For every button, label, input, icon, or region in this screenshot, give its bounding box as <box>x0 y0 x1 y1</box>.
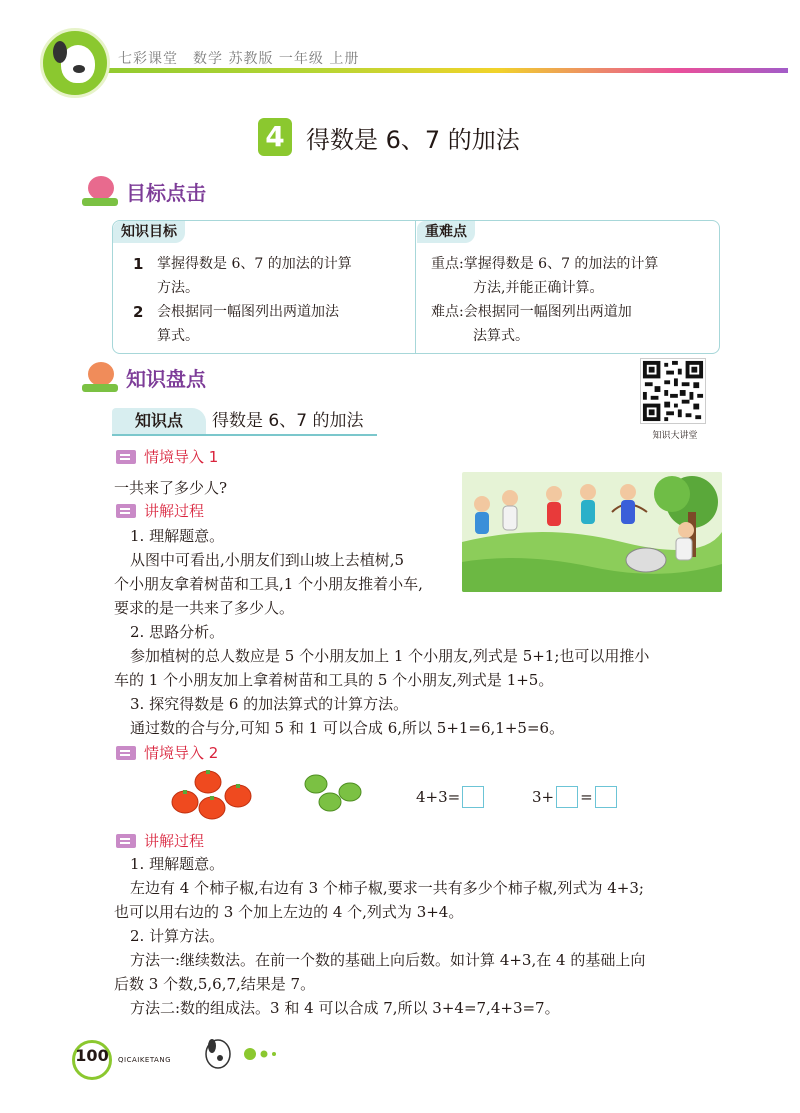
difficulty-line2: 法算式。 <box>473 328 529 344</box>
goal-number: 1 <box>133 255 144 273</box>
green-peppers-icon <box>302 772 364 816</box>
apple-mascot-icon <box>80 174 120 208</box>
scene1-line: 1. 理解题意。 <box>130 527 225 545</box>
scene2-line: 方法一:继续数法。在前一个数的基础上向后数。如计算 4+3,在 4 的基础上向 <box>130 951 646 969</box>
knowledge-point-title: 得数是 6、7 的加法 <box>212 411 364 431</box>
note-icon <box>116 450 136 464</box>
goals-box <box>112 220 720 354</box>
key-point-line1: 重点:掌握得数是 6、7 的加法的计算 <box>431 256 659 272</box>
scene1-explain-heading: 讲解过程 <box>116 500 204 521</box>
equation-1: 4+3= <box>416 786 486 808</box>
scene1-heading: 情境导入 1 <box>116 446 218 467</box>
equation-2: 3+ = <box>532 786 619 808</box>
apple-mascot-icon <box>80 360 120 394</box>
goals-divider <box>415 221 416 353</box>
scene2-line: 也可以用右边的 3 个加上左边的 4 个,列式为 3+4。 <box>114 903 464 921</box>
page-number: 100 <box>75 1046 109 1065</box>
scene2-line: 后数 3 个数,5,6,7,结果是 7。 <box>114 975 316 993</box>
scene1-line: 从图中可看出,小朋友们到山坡上去植树,5 <box>130 551 405 569</box>
footer-brand: QICAIKETANG <box>118 1056 172 1064</box>
note-icon <box>116 746 136 760</box>
goal-item-1-line2: 方法。 <box>157 280 199 296</box>
dog-mascot-icon <box>40 28 110 98</box>
scene1-line: 通过数的合与分,可知 5 和 1 可以合成 6,所以 5+1=6,1+5=6。 <box>130 719 565 737</box>
lesson-title <box>258 118 520 156</box>
difficulty-line1: 难点:会根据同一幅图列出两道加 <box>431 304 632 320</box>
knowledge-point-underline <box>112 434 377 436</box>
scene1-line: 2. 思路分析。 <box>130 623 225 641</box>
knowledge-point-tag: 知识点 <box>112 408 206 434</box>
header-text: 七彩课堂 数学 苏教版 一年级 上册 <box>118 51 360 67</box>
qr-label: 知识大讲堂 <box>652 431 698 441</box>
key-difficulty-tag: 重难点 <box>417 221 475 243</box>
qr-code-icon[interactable] <box>640 358 706 424</box>
key-point-line2: 方法,并能正确计算。 <box>473 280 604 296</box>
header-color-bar <box>60 68 788 73</box>
goal-item-1-line1: 掌握得数是 6、7 的加法的计算 <box>157 256 352 272</box>
knowledge-goal-tag: 知识目标 <box>113 221 185 243</box>
goal-number: 2 <box>133 303 144 321</box>
footer-mascot-dots-icon <box>200 1036 290 1076</box>
scene1-line: 参加植树的总人数应是 5 个小朋友加上 1 个小朋友,列式是 5+1;也可以用推小 <box>130 647 650 665</box>
scene1-question: 一共来了多少人? <box>114 479 228 497</box>
lesson-title-text: 得数是 6、7 的加法 <box>306 125 520 154</box>
section-knowledge-heading: 知识盘点 <box>80 360 206 394</box>
tree-planting-illustration <box>462 472 722 592</box>
scene2-line: 1. 理解题意。 <box>130 855 225 873</box>
answer-box[interactable] <box>556 786 578 808</box>
scene2-heading: 情境导入 2 <box>116 742 218 763</box>
answer-box[interactable] <box>462 786 484 808</box>
scene1-line: 要求的是一共来了多少人。 <box>114 599 295 617</box>
scene2-line: 左边有 4 个柿子椒,右边有 3 个柿子椒,要求一共有多少个柿子椒,列式为 4+3; <box>130 879 644 897</box>
note-icon <box>116 834 136 848</box>
lesson-number: 4 <box>258 118 292 156</box>
goal-item-2-line2: 算式。 <box>157 328 199 344</box>
scene1-line: 个小朋友拿着树苗和工具,1 个小朋友推着小车, <box>114 575 423 593</box>
scene2-line: 2. 计算方法。 <box>130 927 225 945</box>
scene2-line: 方法二:数的组成法。3 和 4 可以合成 7,所以 3+4=7,4+3=7。 <box>130 999 560 1017</box>
red-peppers-icon <box>170 768 260 824</box>
section-goals-heading: 目标点击 <box>80 174 206 208</box>
goal-item-2-line1: 会根据同一幅图列出两道加法 <box>157 304 339 320</box>
scene1-line: 车的 1 个小朋友加上拿着树苗和工具的 5 个小朋友,列式是 1+5。 <box>114 671 554 689</box>
answer-box[interactable] <box>595 786 617 808</box>
note-icon <box>116 504 136 518</box>
scene2-explain-heading: 讲解过程 <box>116 830 204 851</box>
scene1-line: 3. 探究得数是 6 的加法算式的计算方法。 <box>130 695 409 713</box>
